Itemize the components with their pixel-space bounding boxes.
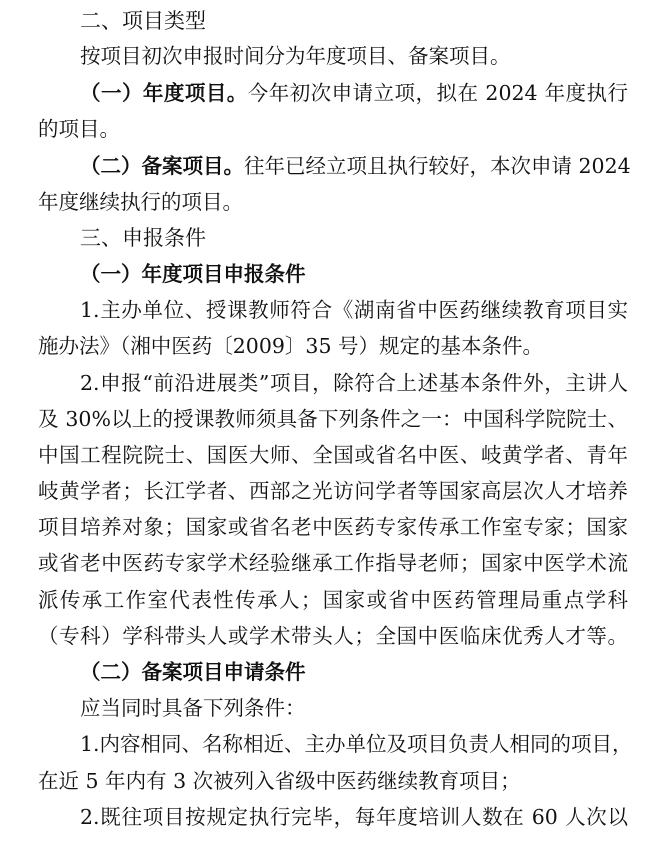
- paragraph-line: 1.主办单位、授课教师符合《湖南省中医药继续教育项目实: [80, 298, 628, 322]
- paragraph-text: 今年初次申请立项，拟在 2024 年度执行: [247, 81, 628, 105]
- paragraph-line: 应当同时具备下列条件：: [80, 696, 306, 720]
- paragraph-line: 及 30%以上的授课教师须具备下列条件之一：中国科学院院士、: [38, 407, 628, 431]
- paragraph-line: （专科）学科带头人或学术带头人；全国中医临床优秀人才等。: [38, 624, 628, 648]
- section-heading-project-type: 二、项目类型: [80, 9, 206, 33]
- paragraph-filing-project: [38, 153, 631, 179]
- section-heading-conditions: 三、申报条件: [80, 226, 206, 250]
- paragraph-line: 在近 5 年内有 3 次被列入省级中医药继续教育项目；: [38, 769, 521, 793]
- subheading-annual-conditions: （一）年度项目申报条件: [80, 262, 306, 286]
- paragraph-line: 1.内容相同、名称相近、主办单位及项目负责人相同的项目，: [80, 732, 633, 756]
- paragraph-line: 2.申报“前沿进展类”项目，除符合上述基本条件外，主讲人: [80, 371, 628, 395]
- paragraph-line: 的项目。: [38, 117, 120, 141]
- paragraph-text: 往年已经立项且执行较好，本次申请 2024: [244, 154, 631, 178]
- paragraph-line: 2.既往项目按规定执行完毕，每年度培训人数在 60 人次以: [80, 805, 628, 829]
- paragraph-line: 项目培养对象；国家或省名老中医药专家传承工作室专家；国家: [38, 515, 628, 539]
- paragraph-annual-project: [38, 80, 628, 106]
- paragraph-line: 派传承工作室代表性传承人；国家或省中医药管理局重点学科: [38, 588, 628, 612]
- paragraph-line: 或省老中医药专家学术经验继承工作指导老师；国家中医学术流: [38, 551, 628, 575]
- subheading-annual-project: （一）年度项目。: [80, 81, 248, 105]
- subheading-filing-conditions: （二）备案项目申请条件: [80, 660, 306, 684]
- paragraph: 按项目初次申报时间分为年度项目、备案项目。: [80, 44, 511, 68]
- paragraph-line: 年度继续执行的项目。: [38, 190, 243, 214]
- paragraph-line: 施办法》（湘中医药〔2009〕35 号）规定的基本条件。: [38, 334, 544, 358]
- paragraph-line: 岐黄学者；长江学者、西部之光访问学者等国家高层次人才培养: [38, 479, 628, 503]
- subheading-filing-project: （二）备案项目。: [80, 154, 244, 178]
- paragraph-line: 中国工程院院士、国医大师、全国或省名中医、岐黄学者、青年: [38, 443, 628, 467]
